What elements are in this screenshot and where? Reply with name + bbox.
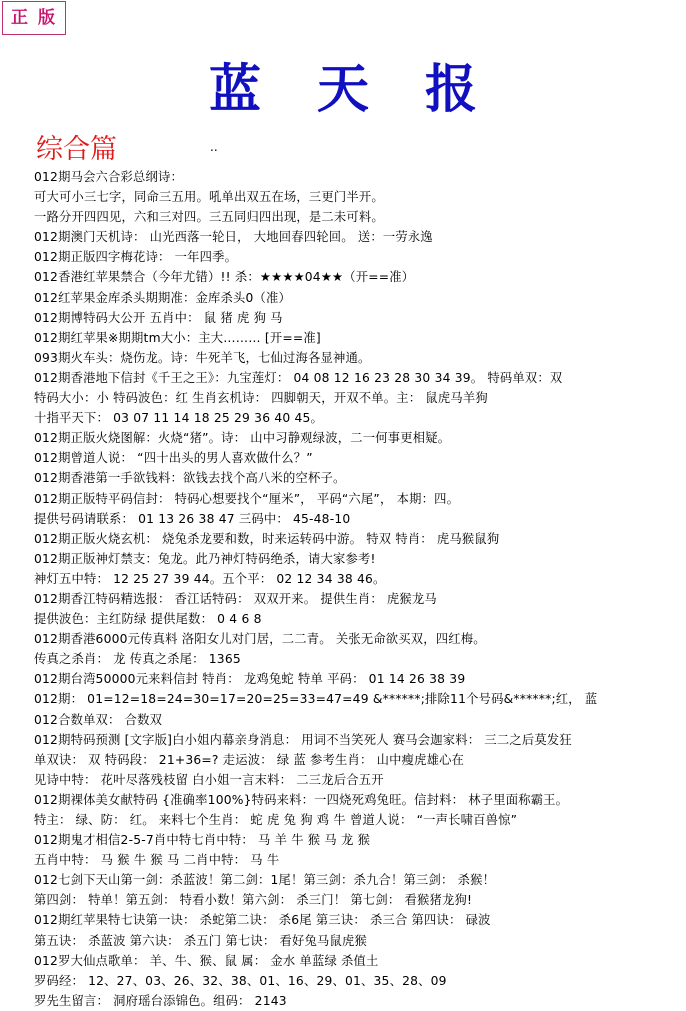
text-line: 第五诀： 杀蓝波 第六诀： 杀五门 第七诀： 看好兔马鼠虎猴 <box>34 933 367 948</box>
text-line: 012七剑下天山第一剑：杀蓝波！第二剑：1尾！第三剑：杀九合！第三剑： 杀猴！ <box>34 873 496 888</box>
text-line: 012期澳门天机诗： 山光西落一轮日， 大地回春四轮回。 送：一劳永逸 <box>34 230 433 245</box>
text-line: 012期正版火烧图解：火烧“猪”。诗： 山中习静观绿波，二一何事更相疑。 <box>34 431 451 446</box>
text-line: 十指平天下： 03 07 11 14 18 25 29 36 40 45。 <box>34 411 324 426</box>
text-line: 罗先生留言： 洞府瑶台添锦色。组码： 2143 <box>34 993 287 1008</box>
text-line: 093期火车头：烧伤龙。诗：牛死羊飞，七仙过海各显神通。 <box>34 350 371 365</box>
text-line: 012期特码预测 [文字版]白小姐内幕亲身消息： 用词不当笑死人 赛马会迦家料： 三二之后莫发狂 <box>34 732 572 747</box>
text-line: 012期马会六合彩总纲诗： <box>34 170 184 184</box>
text-line: 012期红苹果※期期tm大小：主大……… [开==准] <box>34 330 321 345</box>
text-line: 012期正版神灯禁支：兔龙。此乃神灯特码绝杀，请大家参考! <box>34 551 376 566</box>
article-body <box>34 167 684 1011</box>
text-line: 012期红苹果特七诀第一诀： 杀蛇第二诀： 杀6尾 第三诀： 杀三合 第四诀： 碌波 <box>34 913 491 928</box>
text-line: 012罗大仙点歌单： 羊、牛、猴、鼠 属： 金水 单蓝绿 杀值土 <box>34 953 379 968</box>
text-line: 见诗中特： 花叶尽落残枝留 白小姐一言末料： 二三龙后合五开 <box>34 772 384 787</box>
text-line: 提供号码请联系： 01 13 26 38 47 三码中： 45-48-10 <box>34 511 351 526</box>
text-line: 012红苹果金库杀头期期准：金库杀头0（准） <box>34 290 292 305</box>
text-line: 一路分开四四见，六和三对四。三五同归四出现，是二未可料。 <box>34 210 384 225</box>
text-line: 提供波色：主红防绿 提供尾数： 0 4 6 8 <box>34 612 262 627</box>
text-line: 012期裸体美女献特码 {准确率100%}特码来料：一四烧死鸡兔旺。信封料： 林子里面称霸王。 <box>34 792 569 807</box>
text-line: 012期香港6000元传真料 洛阳女儿对门居，二二青。 关张无命欲买双，四红梅。 <box>34 632 486 647</box>
text-line: 012期： 01=12=18=24=30=17=20=25=33=47=49 &******;排除11个号码&******;红， 蓝 <box>34 692 598 707</box>
text-line: 第四剑： 特单！第五剑： 特看小数！第六剑： 杀三门！ 第七剑： 看猴猪龙狗! <box>34 893 473 908</box>
text-line: 可大可小三七字，同命三五用。吼单出双五在场，三更门半开。 <box>34 190 384 205</box>
text-line: 012香港红苹果禁合（今年尤错）!! 杀：★★★★04★★（开==准） <box>34 270 415 285</box>
text-line: 012期正版火烧玄机： 烧兔杀龙要和数，时来运转码中游。 特双 特肖： 虎马猴鼠狗 <box>34 531 500 546</box>
edition-badge: 正 版 <box>2 1 66 35</box>
text-line: 012期台湾50000元来料信封 特肖： 龙鸡兔蛇 特单 平码： 01 14 26 38 39 <box>34 672 466 687</box>
text-line: 012期曾道人说： “四十出头的男人喜欢做什么？” <box>34 451 313 466</box>
text-line: 五肖中特： 马 猴 牛 猴 马 二肖中特： 马 牛 <box>34 853 280 868</box>
text-line: 特主： 绿、防： 红。 来料七个生肖： 蛇 虎 兔 狗 鸡 牛 曾道人说： “一声长啸百兽惊” <box>34 813 518 827</box>
text-line: 012期香港第一手欲钱料：欲钱去找个高八米的空杯子。 <box>34 471 346 486</box>
text-line: 012合数单双： 合数双 <box>34 712 163 727</box>
text-line: 012期香港地下信封《千王之王》：九宝莲灯： 04 08 12 16 23 28 30 34 39。 特码单双：双 <box>34 370 563 385</box>
section-heading: 综合篇 <box>36 134 117 165</box>
text-line: 012期博特码大公开 五肖中： 鼠 猪 虎 狗 马 <box>34 310 283 325</box>
decorative-dots: .. <box>210 140 218 154</box>
newspaper-title: 蓝天报 <box>208 59 533 120</box>
text-line: 单双诀： 双 特码段： 21+36=? 走运波： 绿 蓝 参考生肖： 山中瘦虎雄心在 <box>34 752 465 767</box>
text-line: 012期正版四字梅花诗： 一年四季。 <box>34 250 238 265</box>
text-line: 神灯五中特： 12 25 27 39 44。五个平： 02 12 34 38 46。 <box>34 571 386 586</box>
text-line: 012期鬼才相信2-5-7肖中特七肖中特： 马 羊 牛 猴 马 龙 猴 <box>34 833 371 848</box>
text-line: 传真之杀肖： 龙 传真之杀尾： 1365 <box>34 652 241 667</box>
text-line: 012期香江特码精选报： 香江话特码： 双双开来。 提供生肖： 虎猴龙马 <box>34 591 437 606</box>
text-line: 特码大小：小 特码波色：红 生肖玄机诗： 四脚朝天，开双不单。主： 鼠虎马羊狗 <box>34 391 488 406</box>
text-line: 012期正版特平码信封： 特码心想要找个“厘米”， 平码“六尾”， 本期：四。 <box>34 491 460 506</box>
text-line: 罗码经： 12、27、03、26、32、38、01、16、29、01、35、28、09 <box>34 973 447 988</box>
